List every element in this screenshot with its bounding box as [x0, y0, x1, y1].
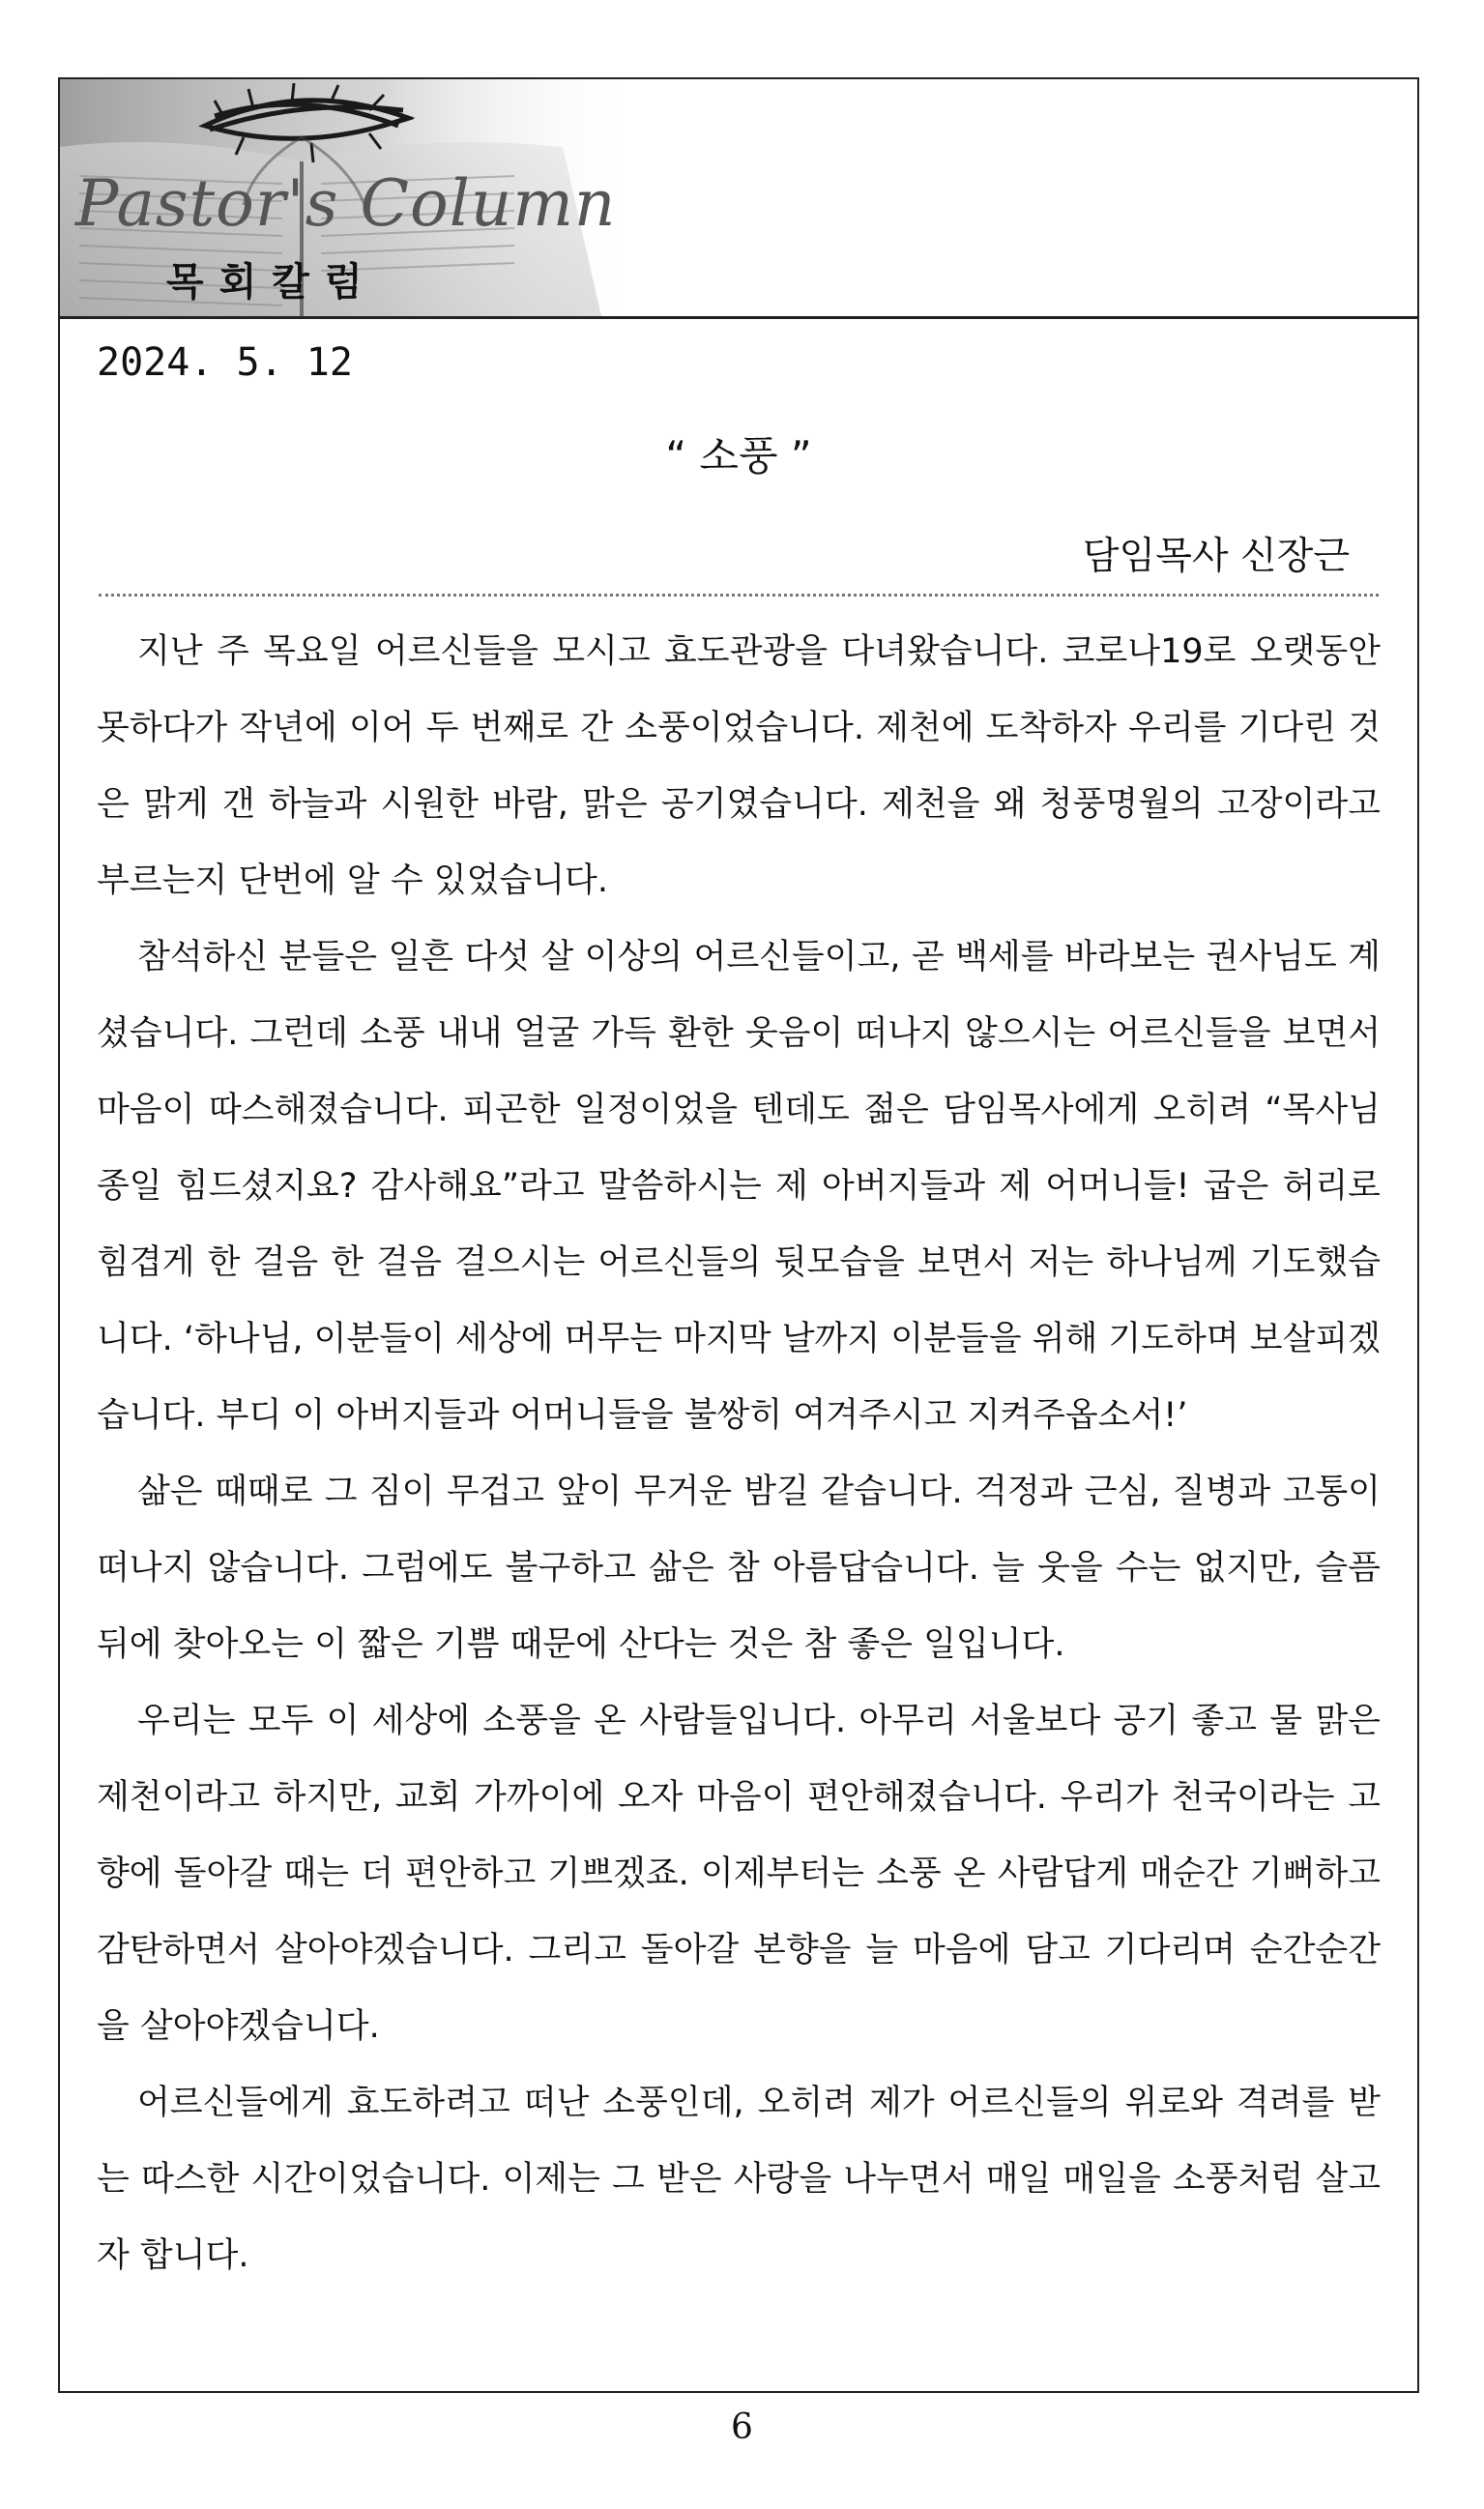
article-paragraph: 지난 주 목요일 어르신들을 모시고 효도관광을 다녀왔습니다. 코로나19로 오랫동안 못하다가 작년에 이어 두 번째로 간 소풍이었습니다. 제천에 도착하자 우리를 기다린 것은 맑게 갠 하늘과 시원한 바람, 맑은 공기였습니다. 제천을 왜 청풍명월의 고장이라고 부르는지 단번에 알 수 있었습니다. [97, 632, 1381, 900]
article-author: 담임목사 신장근 [1082, 535, 1350, 578]
page-number: 6 [731, 2407, 753, 2447]
article-paragraph: 삶은 때때로 그 짐이 무겁고 앞이 무거운 밤길 같습니다. 걱정과 근심, 질병과 고통이 떠나지 않습니다. 그럼에도 불구하고 삶은 참 아름답습니다. 늘 웃을 수는 없지만, 슬픔 뒤에 찾아오는 이 짧은 기쁨 때문에 산다는 것은 참 좋은 일입니다. [97, 1473, 1381, 1664]
article-date: 2024. 5. 12 [97, 340, 353, 385]
column-header [60, 79, 1417, 319]
article-paragraph: 우리는 모두 이 세상에 소풍을 온 사람들입니다. 아무리 서울보다 공기 좋고 물 맑은 제천이라고 하지만, 교회 가까이에 오자 마음이 편안해졌습니다. 우리가 천국이라는 고향에 돌아갈 때는 더 편안하고 기쁘겠죠. 이제부터는 소풍 온 사람답게 매순간 기뻐하고 감탄하면서 살아야겠습니다. 그리고 돌아갈 본향을 늘 마음에 담고 기다리며 순간순간을 살아야겠습니다. [97, 1702, 1381, 2046]
article-body [97, 614, 1381, 2294]
article-paragraph: 참석하신 분들은 일흔 다섯 살 이상의 어르신들이고, 곧 백세를 바라보는 권사님도 계셨습니다. 그런데 소풍 내내 얼굴 가득 환한 웃음이 떠나지 않으시는 어르신들을 보면서 마음이 따스해졌습니다. 피곤한 일정이었을 텐데도 젊은 담임목사에게 오히려 “목사님 종일 힘드셨지요? 감사해요”라고 말씀하시는 제 아버지들과 제 어머니들! 굽은 허리로 힘겹게 한 걸음 한 걸음 걸으시는 어르신들의 뒷모습을 보면서 저는 하나님께 기도했습니다. ‘하나님, 이분들이 세상에 머무는 마지막 날까지 이분들을 위해 기도하며 보살피겠습니다. 부디 이 아버지들과 어머니들을 불쌍히 여겨주시고 지켜주옵소서!’ [97, 938, 1381, 1435]
dotted-divider [99, 594, 1379, 597]
column-header-title: Pastor's Column [75, 166, 617, 241]
article-paragraph: 어르신들에게 효도하려고 떠난 소풍인데, 오히려 제가 어르신들의 위로와 격려를 받는 따스한 시간이었습니다. 이제는 그 받은 사랑을 나누면서 매일 매일을 소풍처럼 살고자 합니다. [97, 2084, 1381, 2275]
column-frame [58, 77, 1419, 2393]
article-title: “ 소풍 ” [665, 432, 812, 480]
column-header-subtitle: 목회칼럼 [166, 260, 378, 305]
